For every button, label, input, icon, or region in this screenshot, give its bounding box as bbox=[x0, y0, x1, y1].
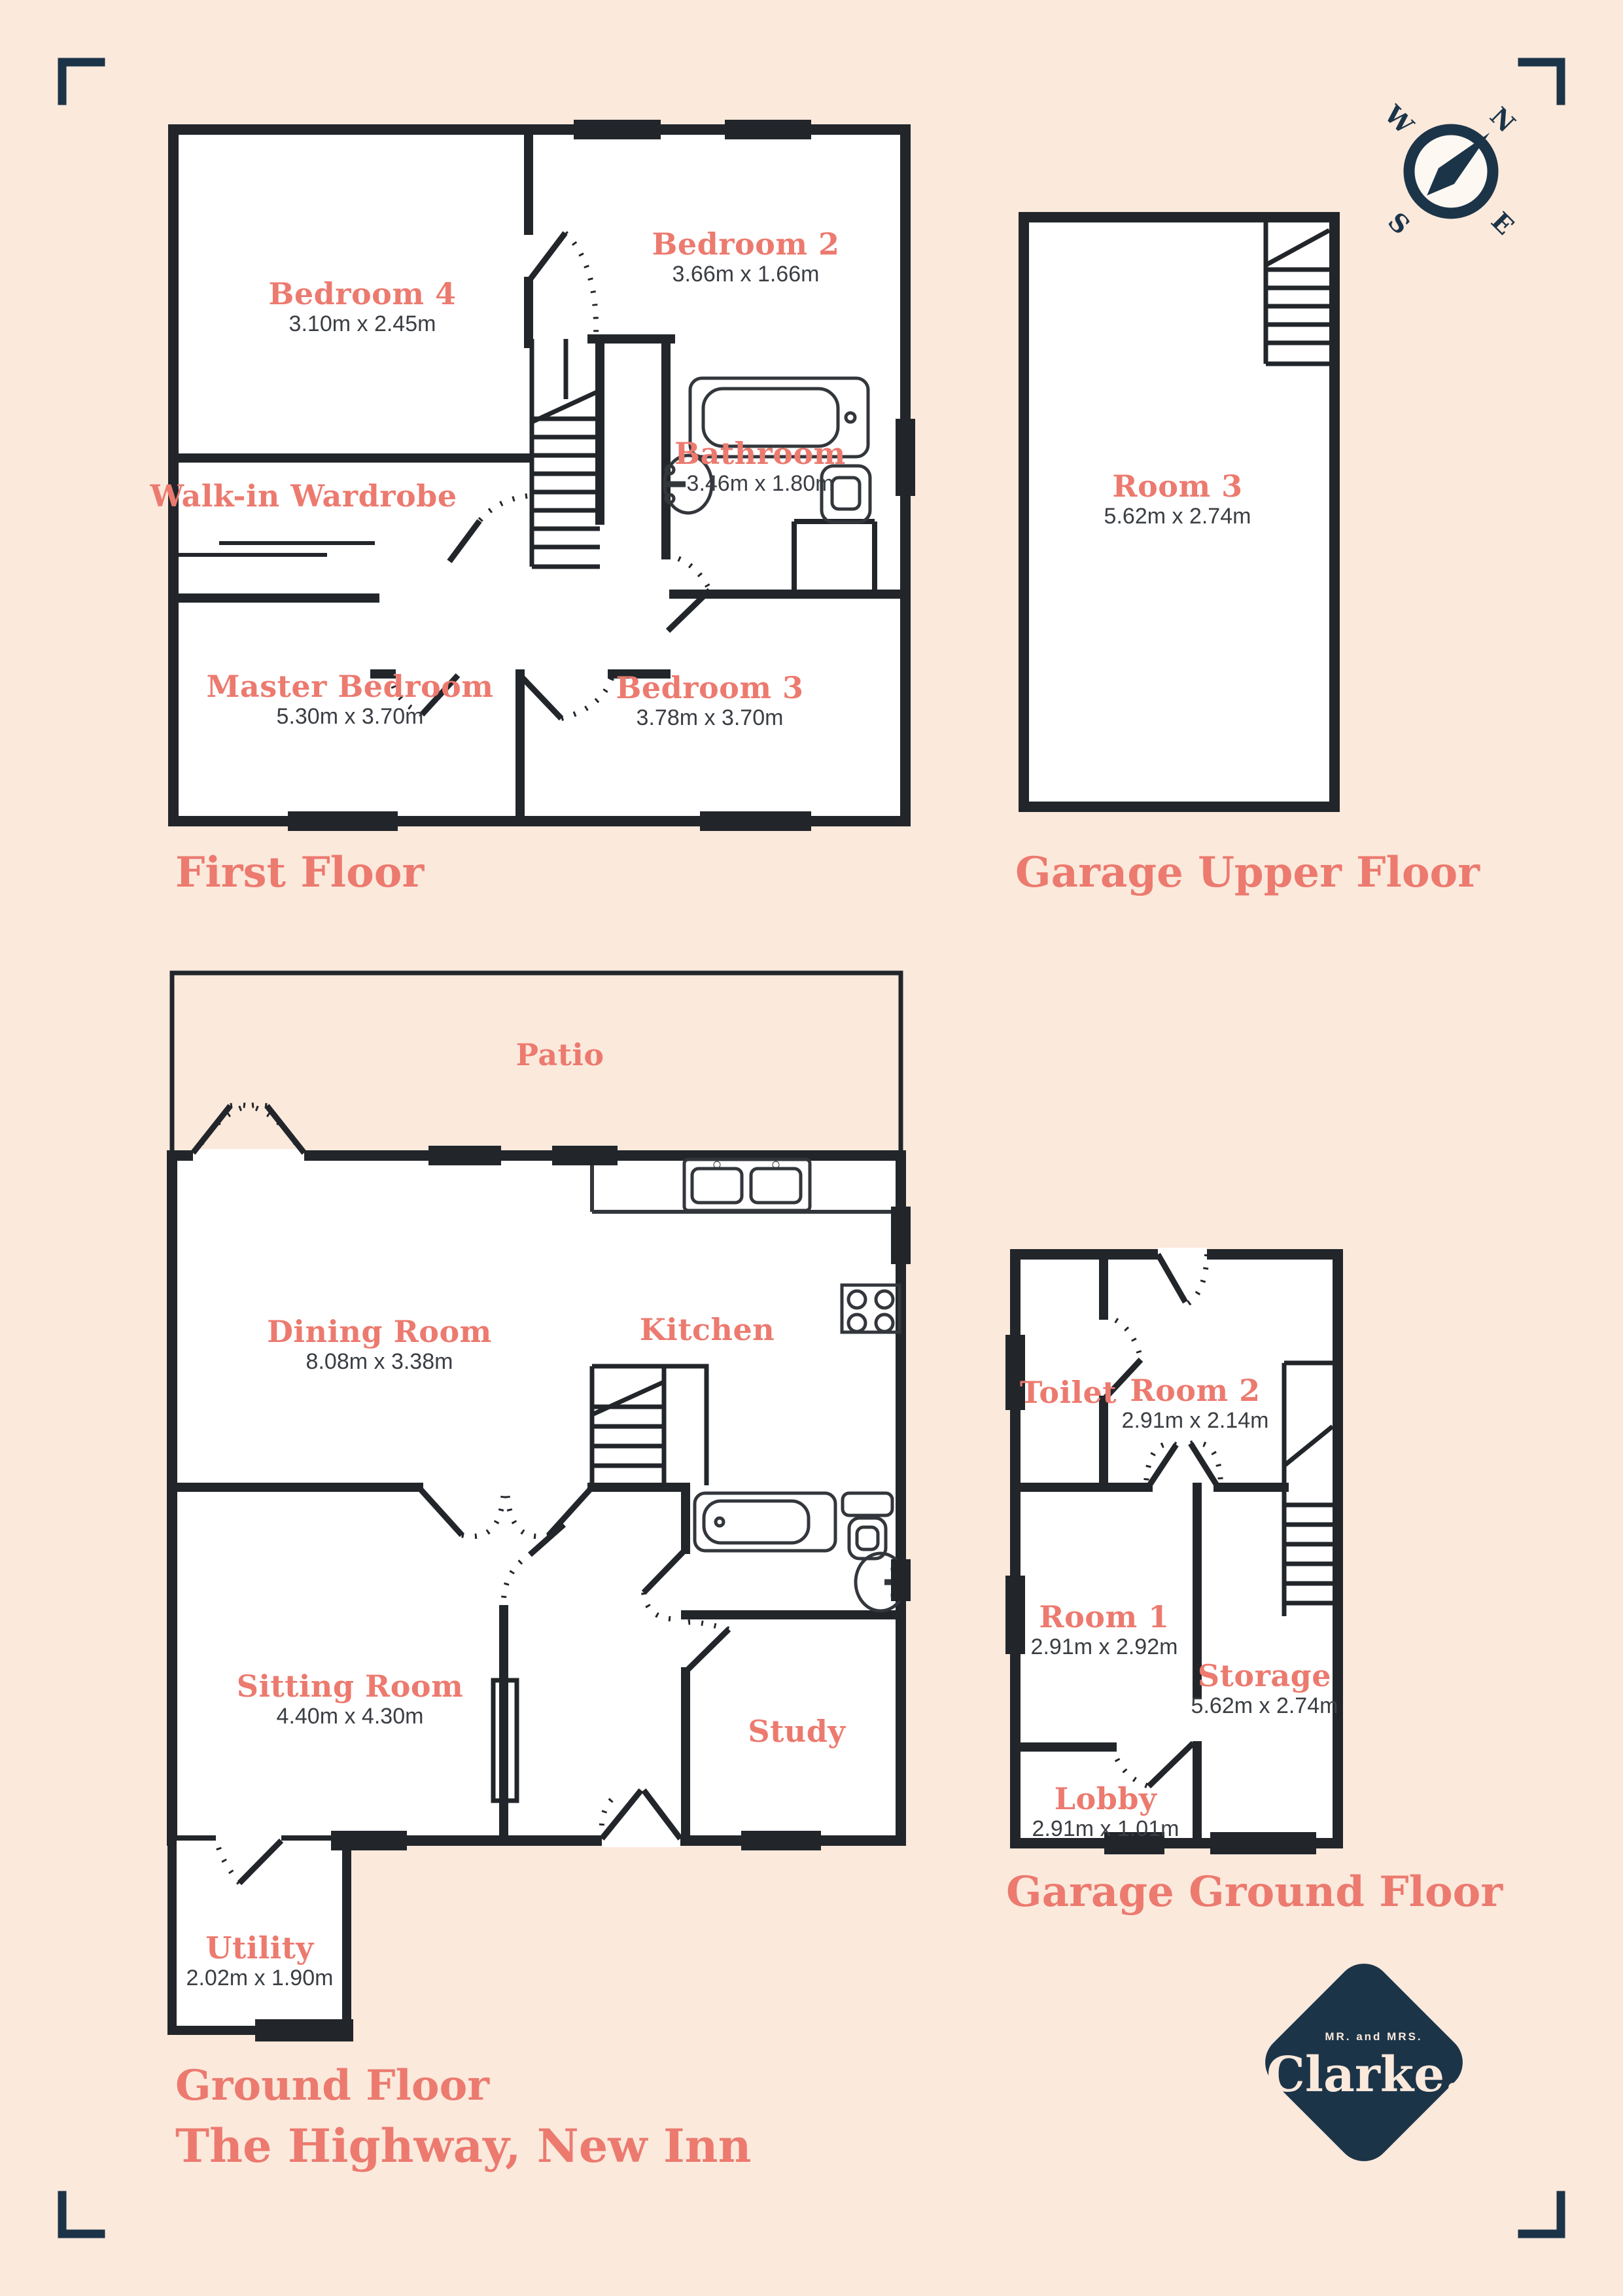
room-dims: 2.91m x 2.14m bbox=[1121, 1408, 1269, 1434]
logo-name: Clarke. bbox=[1266, 2047, 1462, 2103]
label-storage bbox=[1191, 1660, 1338, 1719]
room-name: Lobby bbox=[1054, 1781, 1157, 1817]
compass-icon bbox=[1327, 47, 1572, 292]
room-name: Room 3 bbox=[1112, 468, 1243, 504]
room-name: Bedroom 4 bbox=[268, 276, 457, 312]
room-dims: 3.78m x 3.70m bbox=[636, 705, 784, 731]
label-bedroom2 bbox=[652, 228, 839, 287]
room-dims: 5.30m x 3.70m bbox=[276, 704, 424, 730]
room-dims: 5.62m x 2.74m bbox=[1104, 504, 1251, 529]
logo-tagline: MR. and MRS. bbox=[1325, 2030, 1423, 2043]
compass-w: W bbox=[1378, 99, 1420, 140]
room-dims: 3.66m x 1.66m bbox=[672, 262, 820, 287]
ground-floor-plan bbox=[172, 973, 905, 2030]
compass-n: N bbox=[1484, 101, 1522, 138]
room-name: Sitting Room bbox=[236, 1669, 464, 1704]
room-name: Bedroom 3 bbox=[616, 670, 804, 706]
label-bathroom bbox=[674, 438, 846, 497]
room-dims: 3.46m x 1.80m bbox=[686, 471, 834, 497]
label-room2 bbox=[1122, 1375, 1269, 1434]
room-dims: 4.40m x 4.30m bbox=[276, 1704, 424, 1729]
room-name: Walk-in Wardrobe bbox=[150, 478, 457, 514]
room-name: Study bbox=[748, 1713, 846, 1749]
room-name: Bathroom bbox=[674, 436, 846, 472]
title-garage-ground-floor: Garage Ground Floor bbox=[1006, 1867, 1503, 1916]
label-patio bbox=[515, 1036, 604, 1072]
label-dining bbox=[267, 1316, 492, 1375]
compass-s: S bbox=[1382, 206, 1416, 240]
label-kitchen bbox=[639, 1311, 775, 1347]
room-name: Storage bbox=[1197, 1658, 1332, 1694]
room-name: Utility bbox=[205, 1930, 314, 1966]
title-ground-floor: Ground Floor bbox=[175, 2061, 489, 2110]
label-sitting bbox=[237, 1670, 464, 1729]
clarke-logo bbox=[1254, 1952, 1475, 2173]
room-dims: 2.91m x 1.01m bbox=[1032, 1816, 1179, 1842]
room-dims: 8.08m x 3.38m bbox=[305, 1349, 453, 1375]
title-garage-upper-floor: Garage Upper Floor bbox=[1015, 848, 1480, 897]
room-name: Toilet bbox=[1019, 1374, 1117, 1410]
label-wardrobe bbox=[150, 480, 457, 512]
label-study bbox=[748, 1713, 846, 1749]
title-first-floor: First Floor bbox=[175, 848, 425, 897]
compass-e: E bbox=[1486, 206, 1520, 241]
room-dims: 2.02m x 1.90m bbox=[186, 1966, 334, 1991]
room-name: Master Bedroom bbox=[206, 669, 494, 705]
garage-ground-plan bbox=[1015, 1254, 1338, 1843]
label-room1 bbox=[1031, 1601, 1178, 1660]
label-bedroom4 bbox=[268, 278, 456, 337]
room-name: Dining Room bbox=[267, 1314, 492, 1350]
title-address: The Highway, New Inn bbox=[175, 2119, 752, 2173]
label-toilet bbox=[1019, 1374, 1117, 1410]
room-name: Bedroom 2 bbox=[652, 226, 840, 262]
label-bedroom3 bbox=[616, 672, 803, 731]
room-name: Kitchen bbox=[639, 1311, 775, 1347]
label-utility bbox=[186, 1932, 334, 1991]
room-name: Patio bbox=[515, 1036, 604, 1072]
label-room3 bbox=[1104, 470, 1251, 529]
room-dims: 2.91m x 2.92m bbox=[1030, 1634, 1178, 1660]
room-name: Room 1 bbox=[1039, 1599, 1170, 1635]
room-name: Room 2 bbox=[1130, 1373, 1261, 1409]
room-dims: 5.62m x 2.74m bbox=[1191, 1693, 1338, 1719]
label-master bbox=[207, 671, 494, 730]
label-lobby bbox=[1032, 1783, 1179, 1842]
room-dims: 3.10m x 2.45m bbox=[288, 311, 436, 337]
